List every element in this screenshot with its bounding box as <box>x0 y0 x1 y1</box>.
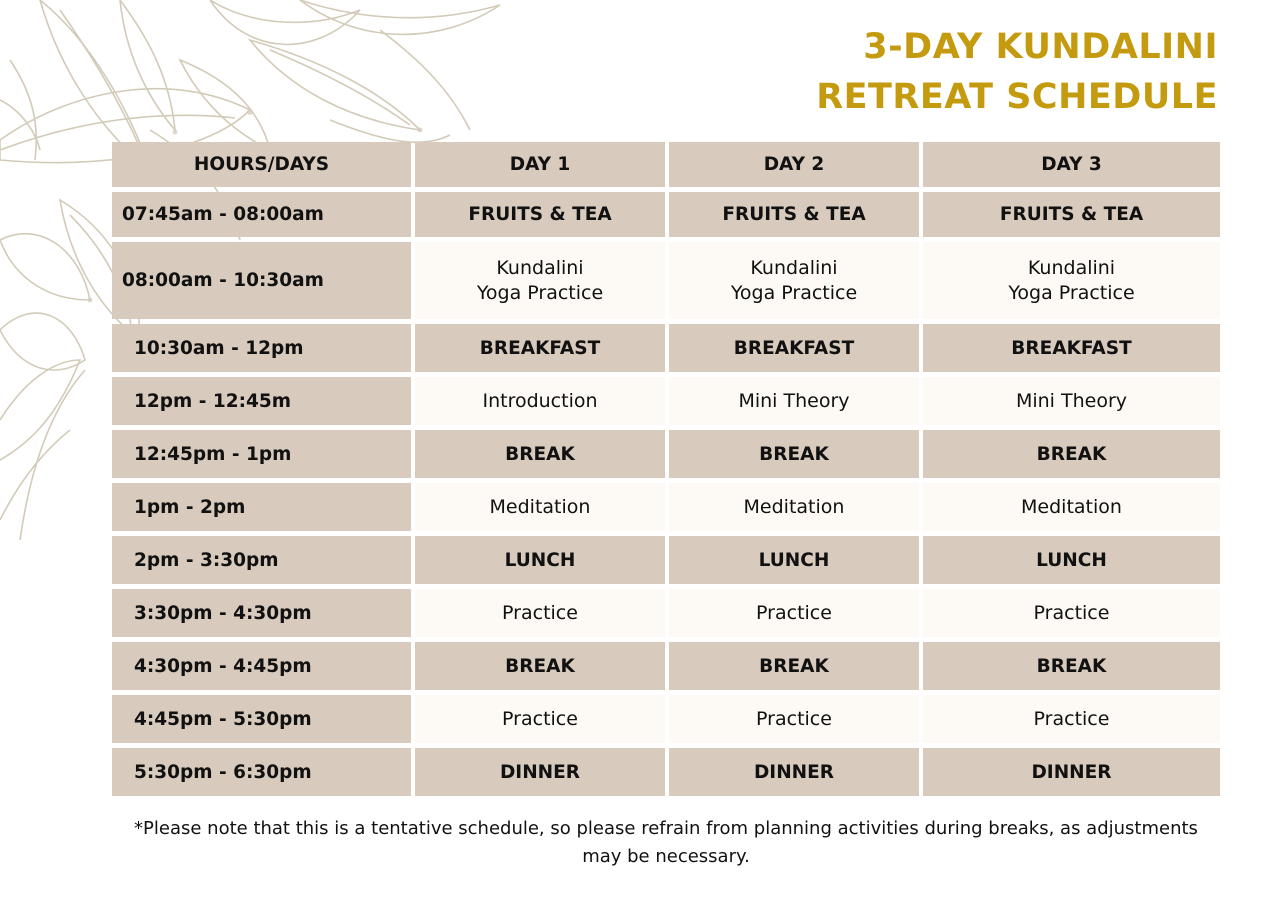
activity-cell-day-2 <box>669 695 919 743</box>
activity-cell-day-1 <box>415 536 665 584</box>
activity-cell-day-2-text: Practice <box>756 707 832 730</box>
time-slot-cell <box>112 695 411 743</box>
time-slot-cell <box>112 324 411 372</box>
time-slot-cell-text: 08:00am - 10:30am <box>122 270 324 291</box>
activity-cell-day-2-text: Practice <box>756 601 832 624</box>
activity-cell-day-1 <box>415 324 665 372</box>
activity-cell-day-3 <box>923 748 1220 796</box>
header-hours-days-text: HOURS/DAYS <box>193 154 330 175</box>
activity-cell-day-3-text: FRUITS & TEA <box>999 204 1144 225</box>
header-hours-days <box>112 142 411 187</box>
activity-cell-day-2-text: FRUITS & TEA <box>722 204 866 225</box>
activity-cell-day-2-text: LUNCH <box>758 549 830 571</box>
activity-cell-day-3-text: BREAKFAST <box>1011 337 1132 359</box>
activity-cell-day-1 <box>415 642 665 690</box>
activity-cell-day-2-text: BREAK <box>759 443 829 465</box>
time-slot-cell-text: 12pm - 12:45m <box>134 390 291 412</box>
activity-cell-day-2-text: Mini Theory <box>738 389 850 412</box>
activity-cell-day-3-text: Mini Theory <box>1015 389 1128 412</box>
activity-cell-day-3 <box>923 642 1220 690</box>
activity-cell-day-1-text: DINNER <box>499 761 581 783</box>
activity-cell-day-1-text: Introduction <box>482 389 598 412</box>
activity-cell-day-2 <box>669 536 919 584</box>
time-slot-cell <box>112 642 411 690</box>
activity-cell-day-1-text: Practice <box>502 707 578 730</box>
time-slot-cell <box>112 589 411 637</box>
time-slot-cell <box>112 242 411 319</box>
time-slot-cell-text: 3:30pm - 4:30pm <box>134 602 312 624</box>
activity-cell-day-3 <box>923 430 1220 478</box>
activity-cell-day-3 <box>923 242 1220 319</box>
activity-cell-day-3-text: BREAK <box>1036 655 1107 677</box>
activity-cell-day-2-text: Meditation <box>743 495 845 518</box>
activity-cell-day-2 <box>669 642 919 690</box>
activity-cell-day-1-text: FRUITS & TEA <box>468 204 612 225</box>
time-slot-cell-text: 4:30pm - 4:45pm <box>134 655 312 677</box>
activity-cell-day-3-text: DINNER <box>1031 761 1112 783</box>
activity-cell-day-3-text: Practice <box>1033 707 1110 730</box>
header-day-2 <box>669 142 919 187</box>
time-slot-cell-text: 5:30pm - 6:30pm <box>134 761 312 783</box>
activity-cell-day-3-text: Practice <box>1033 601 1110 624</box>
title-line-1: 3-DAY KUNDALINI <box>863 27 1218 67</box>
title-line-2: RETREAT SCHEDULE <box>816 77 1218 117</box>
activity-cell-day-3 <box>923 589 1220 637</box>
time-slot-cell <box>112 430 411 478</box>
activity-cell-day-1-text: LUNCH <box>504 549 576 571</box>
activity-cell-day-2-text: BREAK <box>759 655 829 677</box>
activity-cell-day-3 <box>923 483 1220 531</box>
time-slot-cell-text: 2pm - 3:30pm <box>134 549 279 571</box>
time-slot-cell <box>112 192 411 237</box>
activity-cell-day-2 <box>669 192 919 237</box>
activity-cell-day-1 <box>415 748 665 796</box>
time-slot-cell-text: 1pm - 2pm <box>134 496 246 518</box>
activity-cell-day-1 <box>415 430 665 478</box>
activity-cell-day-1 <box>415 483 665 531</box>
activity-cell-day-3-text: Meditation <box>1021 495 1122 518</box>
activity-cell-day-1-text: BREAK <box>505 443 575 465</box>
footnote: *Please note that this is a tentative schedule, so please refrain from planning activities during breaks, as adjustments may be necessary. <box>134 818 1198 867</box>
header-day-1 <box>415 142 665 187</box>
activity-cell-day-2 <box>669 430 919 478</box>
activity-cell-day-2 <box>669 242 919 319</box>
activity-cell-day-2-text: Kundalini Yoga Practice <box>730 256 858 304</box>
time-slot-cell-text: 12:45pm - 1pm <box>134 443 292 465</box>
header-day-2-text: DAY 2 <box>763 154 825 175</box>
page-title <box>816 22 1218 122</box>
time-slot-cell <box>112 536 411 584</box>
activity-cell-day-2 <box>669 748 919 796</box>
header-day-1-text: DAY 1 <box>509 154 571 175</box>
time-slot-cell-text: 4:45pm - 5:30pm <box>134 708 312 730</box>
activity-cell-day-3-text: Kundalini Yoga Practice <box>1008 256 1135 304</box>
time-slot-cell-text: 07:45am - 08:00am <box>122 204 324 225</box>
activity-cell-day-1 <box>415 242 665 319</box>
activity-cell-day-3 <box>923 536 1220 584</box>
header-day-3-text: DAY 3 <box>1041 154 1102 175</box>
activity-cell-day-1 <box>415 192 665 237</box>
activity-cell-day-2 <box>669 483 919 531</box>
time-slot-cell <box>112 377 411 425</box>
activity-cell-day-3-text: BREAK <box>1036 443 1107 465</box>
activity-cell-day-3 <box>923 192 1220 237</box>
activity-cell-day-1-text: BREAKFAST <box>479 337 601 359</box>
activity-cell-day-1 <box>415 695 665 743</box>
activity-cell-day-3 <box>923 377 1220 425</box>
activity-cell-day-3-text: LUNCH <box>1036 549 1107 571</box>
activity-cell-day-1 <box>415 589 665 637</box>
time-slot-cell-text: 10:30am - 12pm <box>134 337 304 359</box>
activity-cell-day-2-text: DINNER <box>753 761 835 783</box>
activity-cell-day-2 <box>669 589 919 637</box>
activity-cell-day-1-text: Meditation <box>489 495 591 518</box>
activity-cell-day-3 <box>923 695 1220 743</box>
header-day-3 <box>923 142 1220 187</box>
activity-cell-day-1 <box>415 377 665 425</box>
activity-cell-day-2-text: BREAKFAST <box>733 337 855 359</box>
time-slot-cell <box>112 483 411 531</box>
schedule-table <box>112 142 1220 796</box>
activity-cell-day-1-text: BREAK <box>505 655 575 677</box>
activity-cell-day-3 <box>923 324 1220 372</box>
activity-cell-day-1-text: Practice <box>502 601 578 624</box>
activity-cell-day-2 <box>669 324 919 372</box>
time-slot-cell <box>112 748 411 796</box>
activity-cell-day-2 <box>669 377 919 425</box>
activity-cell-day-1-text: Kundalini Yoga Practice <box>476 256 604 304</box>
